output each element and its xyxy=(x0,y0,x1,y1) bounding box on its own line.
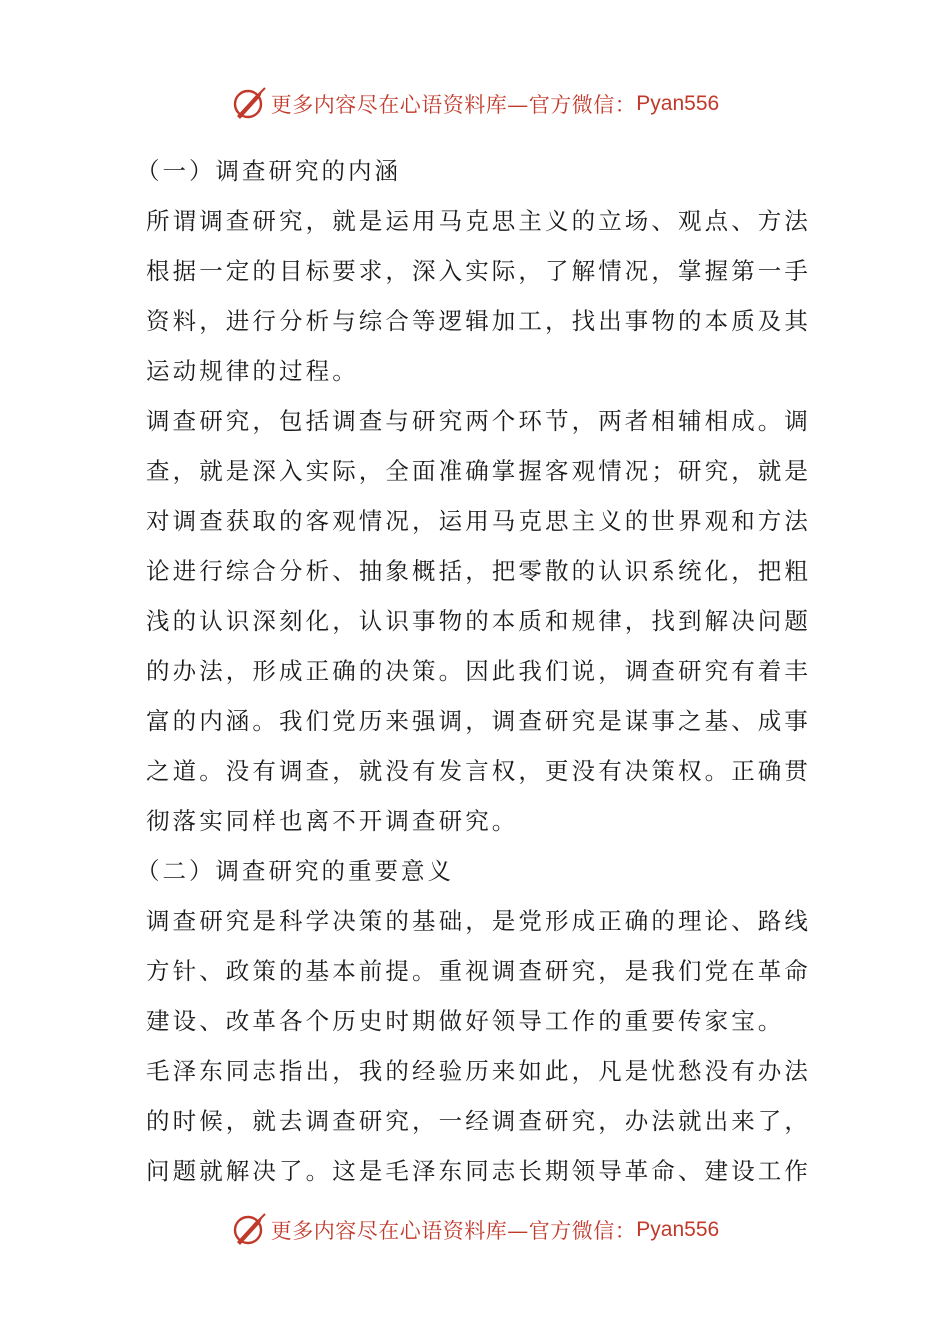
paragraph-2-1 xyxy=(146,896,811,1046)
watermark-wechat-id: Pyan556 xyxy=(636,92,720,115)
watermark-banner-top xyxy=(0,84,950,124)
section-heading-2: （二）调查研究的重要意义 xyxy=(136,857,454,885)
text-line: 彻落实同样也离不开调查研究。 xyxy=(146,807,519,835)
text-line: 问题就解决了。这是毛泽东同志长期领导革命、建设工作 xyxy=(146,1157,811,1185)
text-line: 所谓调查研究，就是运用马克思主义的立场、观点、方法 xyxy=(146,207,811,235)
pen-logo-icon xyxy=(231,86,269,122)
pen-logo-icon xyxy=(231,1212,269,1248)
text-line: 调查研究是科学决策的基础，是党形成正确的理论、路线 xyxy=(146,907,811,935)
paragraph-1-2 xyxy=(146,396,811,846)
text-line: 之道。没有调查，就没有发言权，更没有决策权。正确贯 xyxy=(146,757,811,785)
text-line: 方针、政策的基本前提。重视调查研究，是我们党在革命 xyxy=(146,957,811,985)
paragraph-2-2 xyxy=(146,1046,811,1196)
text-line: 浅的认识深刻化，认识事物的本质和规律，找到解决问题 xyxy=(146,607,811,635)
watermark-text: 更多内容尽在心语资料库—官方微信： xyxy=(270,1219,637,1243)
document-body xyxy=(136,146,811,1196)
text-line: 建设、改革各个历史时期做好领导工作的重要传家宝。 xyxy=(146,1007,785,1035)
text-line: 的时候，就去调查研究，一经调查研究，办法就出来了， xyxy=(146,1107,811,1135)
watermark-text: 更多内容尽在心语资料库—官方微信： xyxy=(270,93,637,117)
text-line: 论进行综合分析、抽象概括，把零散的认识系统化，把粗 xyxy=(146,557,811,585)
paragraph-1-1 xyxy=(146,196,811,396)
text-line: 富的内涵。我们党历来强调，调查研究是谋事之基、成事 xyxy=(146,707,811,735)
text-line: 毛泽东同志指出，我的经验历来如此，凡是忧愁没有办法 xyxy=(146,1057,811,1085)
text-line: 根据一定的目标要求，深入实际，了解情况，掌握第一手 xyxy=(146,257,811,285)
text-line: 运动规律的过程。 xyxy=(146,357,359,385)
text-line: 调查研究，包括调查与研究两个环节，两者相辅相成。调 xyxy=(146,407,811,435)
text-line: 资料，进行分析与综合等逻辑加工，找出事物的本质及其 xyxy=(146,307,811,335)
text-line: 对调查获取的客观情况，运用马克思主义的世界观和方法 xyxy=(146,507,811,535)
section-heading-1: （一）调查研究的内涵 xyxy=(136,157,401,185)
watermark-banner-bottom xyxy=(0,1210,950,1250)
text-line: 查，就是深入实际，全面准确掌握客观情况；研究，就是 xyxy=(146,457,811,485)
text-line: 的办法，形成正确的决策。因此我们说，调查研究有着丰 xyxy=(146,657,811,685)
watermark-wechat-id: Pyan556 xyxy=(636,1218,720,1241)
